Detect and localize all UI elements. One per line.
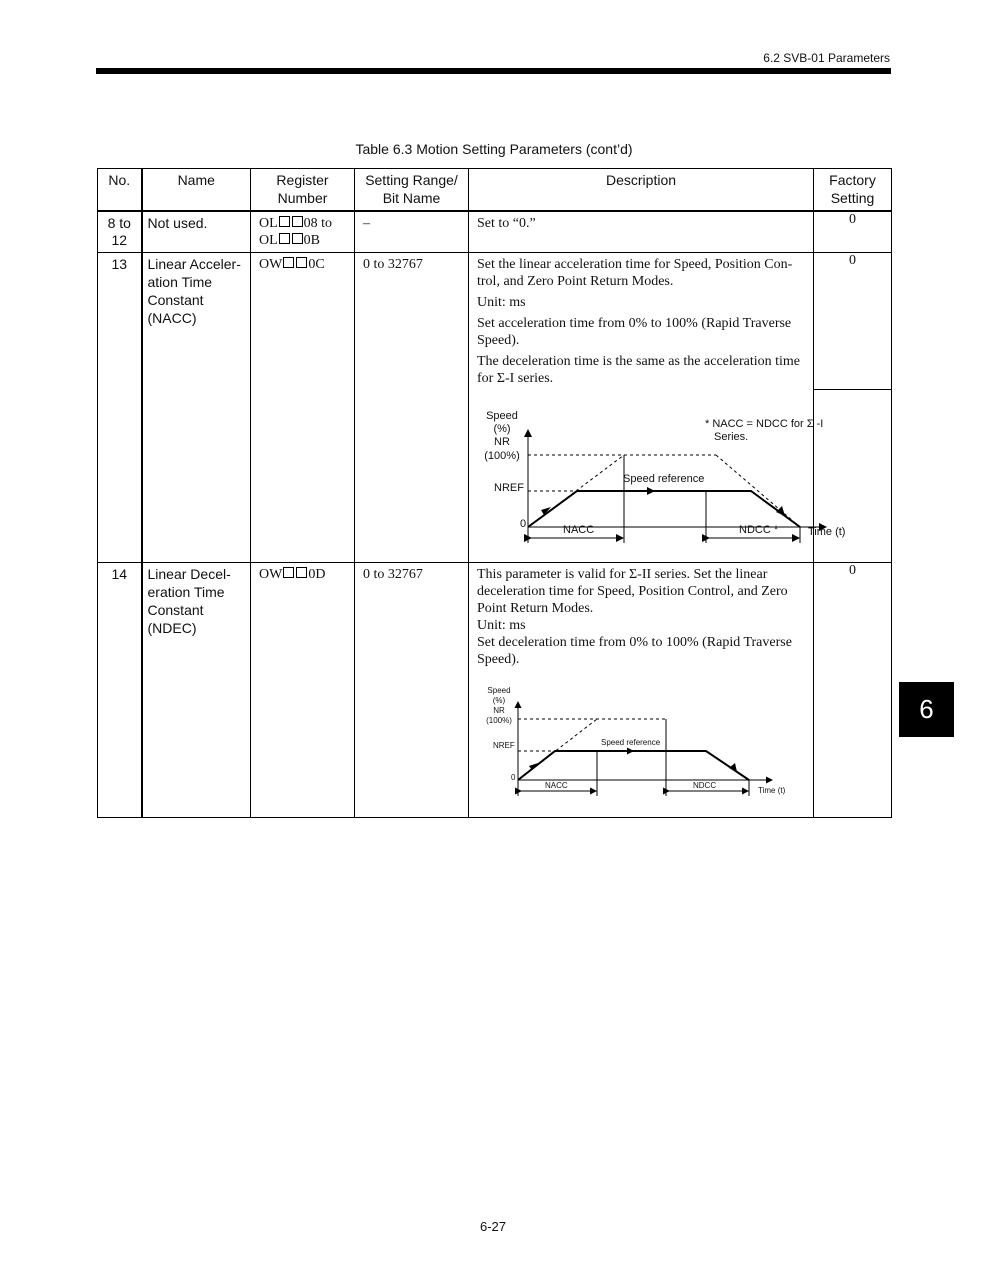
row-register (251, 563, 355, 818)
nref-label: NREF (493, 741, 515, 750)
y-axis-label: (%) (492, 696, 506, 705)
placeholder-box-icon (279, 233, 290, 244)
speed-reference-label: Speed reference (601, 738, 661, 747)
placeholder-box-icon (283, 257, 294, 268)
time-axis-label: Time (t) (758, 786, 786, 795)
running-header: 6.2 SVB-01 Parameters (763, 51, 890, 65)
row-name: Linear Decel- eration Time Constant (NDEC) (142, 563, 251, 818)
row-description (469, 253, 846, 563)
description-paragraph: Set deceleration time from 0% to 100% (Rapid Traverse Speed). (477, 635, 792, 667)
description-paragraph: The deceleration time is the same as the acceleration time for Σ-I series. (477, 354, 801, 386)
description-paragraph: Set to “0.” (477, 215, 536, 231)
row-register (251, 253, 355, 563)
register-prefix: OL (259, 215, 278, 231)
table-header-row (98, 169, 892, 211)
register-suffix: 0D (308, 567, 326, 582)
acceleration-diagram (467, 403, 846, 553)
register-suffix: 0B (303, 232, 321, 248)
table-caption: Table 6.3 Motion Setting Parameters (cont’d) (355, 141, 633, 157)
ndcc-label: NDCC * (739, 524, 779, 536)
row-description (469, 563, 814, 818)
deceleration-diagram (471, 681, 811, 801)
row-no: 14 (98, 563, 142, 818)
y-axis-label: Speed (487, 686, 511, 695)
description-paragraph: This parameter is valid for Σ-II series. Set the linear deceleration time for Speed, Position Control, and Zero Point Return Modes. (477, 567, 788, 616)
nref-label: NREF (494, 482, 524, 494)
description-paragraph: Unit: ms (477, 295, 526, 310)
row-name: Linear Acceler- ation Time Constant (NACC) (142, 253, 251, 563)
register-prefix: OL (259, 232, 278, 248)
description-paragraph: Set the linear acceleration time for Speed, Position Con-trol, and Zero Point Return Modes. (477, 257, 793, 289)
table-row (98, 253, 892, 563)
column-header-range: Setting Range/ Bit Name (355, 169, 469, 211)
page-number: 6-27 (479, 1219, 507, 1234)
chapter-tab: 6 (899, 682, 954, 737)
row-factory: 0 (814, 211, 892, 253)
description-paragraph: Unit: ms (477, 618, 526, 633)
description-paragraph: Set acceleration time from 0% to 100% (Rapid Traverse Speed). (477, 316, 792, 348)
y-axis-label: NR (493, 706, 505, 715)
y-axis-label: Speed (486, 410, 518, 422)
row-range: – (355, 211, 469, 253)
placeholder-box-icon (292, 216, 303, 227)
nacc-label: NACC (563, 524, 595, 536)
row-description (469, 211, 814, 253)
column-header-name: Name (142, 169, 251, 211)
nacc-label: NACC (545, 781, 568, 790)
factory-value: 0 (814, 253, 891, 390)
row-register (251, 211, 355, 253)
placeholder-box-icon (292, 233, 303, 244)
table-row (98, 563, 892, 818)
column-header-register: Register Number (251, 169, 355, 211)
time-axis-label: Time (t) (808, 526, 846, 538)
row-name: Not used. (142, 211, 251, 253)
header-rule (96, 68, 891, 74)
note-label: Series. (714, 431, 749, 443)
row-range: 0 to 32767 (355, 253, 469, 563)
column-header-no: No. (98, 169, 142, 211)
zero-label: 0 (511, 773, 516, 782)
row-range: 0 to 32767 (355, 563, 469, 818)
zero-label: 0 (520, 518, 527, 530)
table-row (98, 211, 892, 253)
register-suffix: 08 to (303, 215, 333, 231)
register-suffix: 0C (308, 257, 325, 272)
y-axis-label: (100%) (484, 450, 520, 462)
placeholder-box-icon (296, 257, 307, 268)
placeholder-box-icon (279, 216, 290, 227)
parameter-table (97, 168, 892, 818)
placeholder-box-icon (283, 567, 294, 578)
y-axis-label: NR (494, 436, 510, 448)
placeholder-box-icon (296, 567, 307, 578)
column-header-description: Description (469, 169, 814, 211)
row-factory: 0 (814, 563, 892, 818)
note-label: * NACC = NDCC for Σ -I (705, 418, 824, 430)
row-no: 13 (98, 253, 142, 563)
register-prefix: OW (259, 567, 283, 582)
register-prefix: OW (259, 257, 283, 272)
column-header-factory: Factory Setting (814, 169, 892, 211)
row-no: 8 to 12 (98, 211, 142, 253)
ndcc-label: NDCC (693, 781, 717, 790)
y-axis-label: (%) (493, 423, 511, 435)
speed-reference-label: Speed reference (623, 473, 705, 485)
y-axis-label: (100%) (486, 716, 512, 725)
